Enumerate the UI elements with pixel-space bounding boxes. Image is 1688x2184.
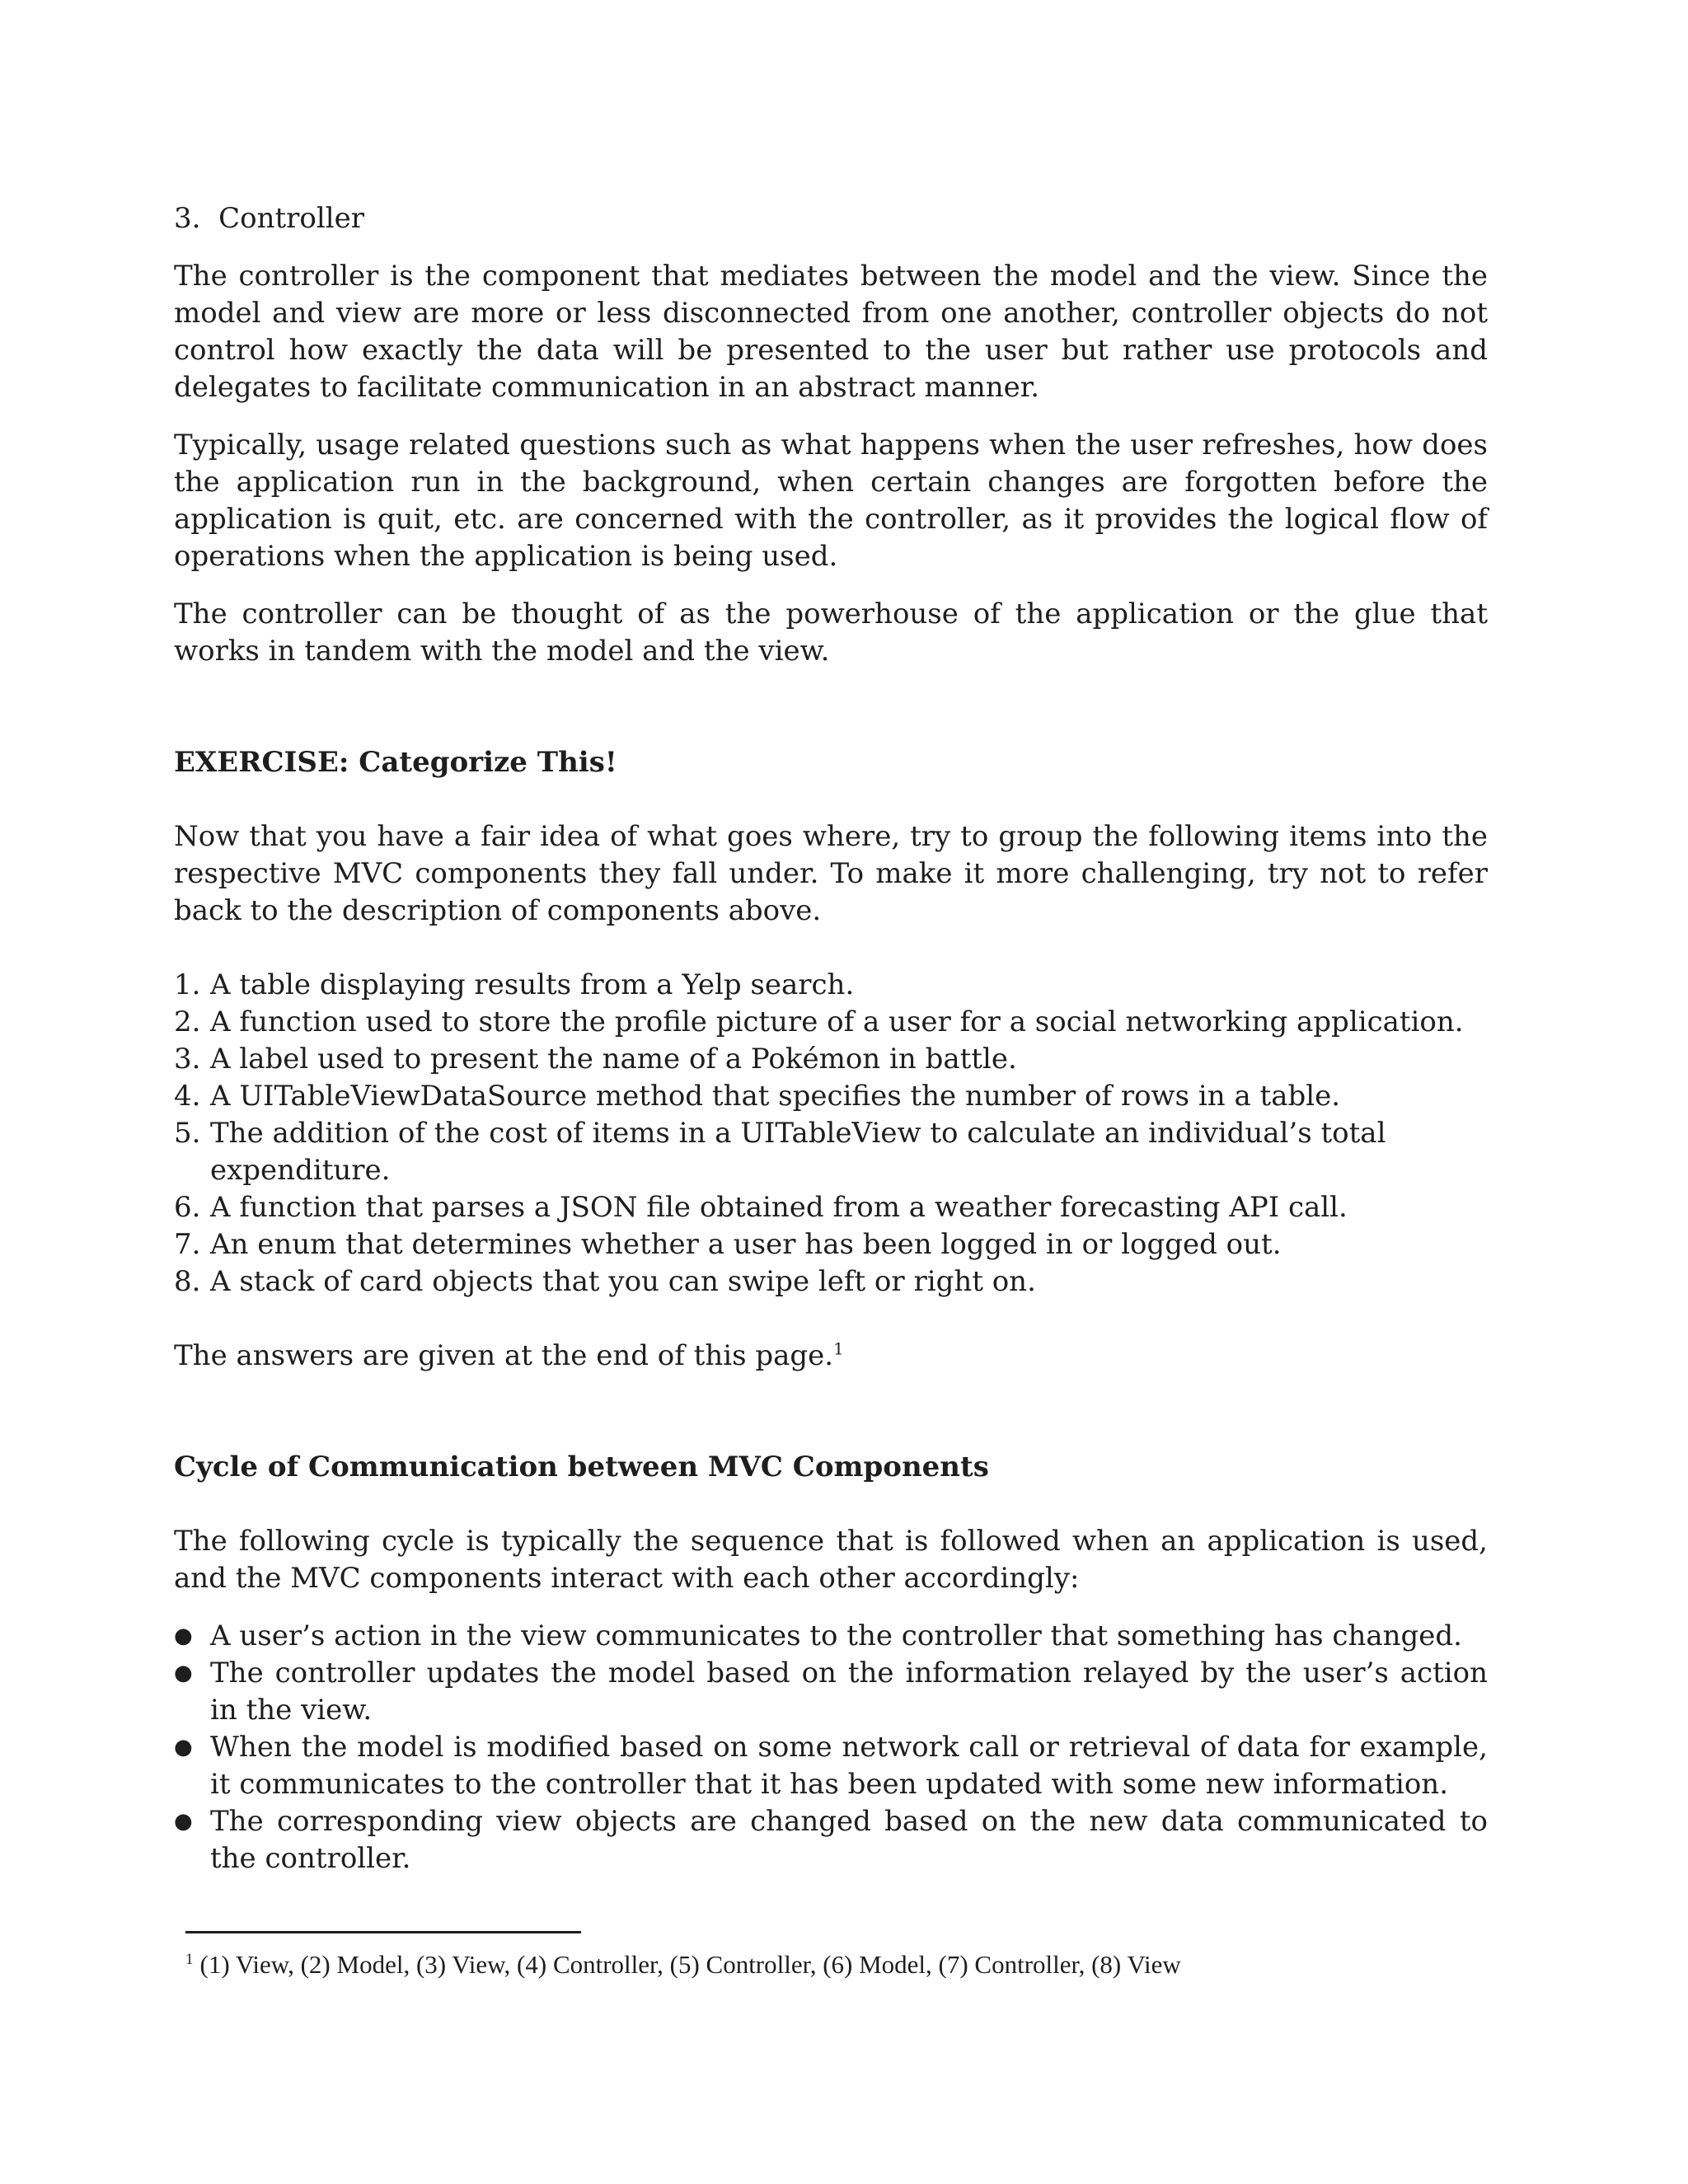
footnote-reference[interactable]: 1 [833,1338,844,1359]
cycle-heading: Cycle of Communication between MVC Components [174,1451,989,1483]
list-item [174,1226,1488,1263]
section-number: 3. [174,202,201,235]
footnote-divider [185,1931,581,1933]
list-item-text: A function used to store the profile picture of a user for a social networking application. [210,1005,1464,1038]
bullet-text: The corresponding view objects are changed based on the new data communicated to the controller. [210,1805,1488,1875]
list-item [174,1655,1488,1729]
answers-note [174,1338,1488,1375]
list-item-number: 3. [174,1043,201,1076]
list-item-text: A function that parses a JSON file obtained from a weather forecasting API call. [210,1191,1348,1224]
section-heading [174,200,1488,237]
page-content [174,200,1488,1877]
list-item-text: A stack of card objects that you can swipe left or right on. [210,1265,1036,1298]
list-item-number: 5. [174,1117,201,1150]
exercise-list [174,967,1488,1301]
list-item [174,967,1488,1004]
cycle-bullet-list [174,1618,1488,1877]
list-item [174,1618,1488,1655]
bullet-text: When the model is modified based on some network call or retrieval of data for example, it communicates to the controller that it has been updated with some new information. [210,1731,1488,1801]
list-item-number: 8. [174,1265,201,1298]
list-item-text: The addition of the cost of items in a UITableView to calculate an individual’s total expenditure. [210,1117,1386,1187]
exercise-intro: Now that you have a fair idea of what goes where, try to group the following items into the respective MVC components they fall under. To make it more challenging, try not to refer back to the description of components above. [174,820,1488,927]
list-item [174,1263,1488,1301]
bullet-text: A user’s action in the view communicates to the controller that something has changed. [210,1619,1462,1652]
list-item [174,1041,1488,1078]
list-item [174,1078,1488,1115]
footnote-text: (1) View, (2) Model, (3) View, (4) Controller, (5) Controller, (6) Model, (7) Controller, (8) View [199,1950,1181,1979]
bullet-icon: ● [174,1735,193,1760]
list-item-text: A table displaying results from a Yelp search. [210,968,855,1001]
list-item-number: 1. [174,968,201,1001]
bullet-text: The controller updates the model based on the information relayed by the user’s action in the view. [210,1657,1488,1727]
list-item-text: A label used to present the name of a Pokémon in battle. [210,1043,1017,1076]
bullet-icon: ● [174,1661,193,1685]
bullet-icon: ● [174,1624,193,1648]
list-item [174,1004,1488,1041]
list-item [174,1115,1488,1189]
answers-note-text: The answers are given at the end of this page. [174,1339,834,1372]
section-title: Controller [218,202,364,235]
list-item [174,1803,1488,1877]
controller-paragraph-1: The controller is the component that mediates between the model and the view. Since the model and view are more or less disconnected from one another, controller objects do not control how exactly the data will be presented to the user but rather use protocols and delegates to facilitate communication in an abstract manner. [174,260,1488,404]
footnote-marker: 1 [185,1950,194,1968]
list-item-text: An enum that determines whether a user has been logged in or logged out. [210,1228,1282,1261]
list-item [174,1729,1488,1803]
list-item-number: 2. [174,1005,201,1038]
controller-paragraph-2: Typically, usage related questions such as what happens when the user refreshes, how does the application run in the background, when certain changes are forgotten before the application is quit, etc. are concerned with the controller, as it provides the logical flow of operations when the application is being used. [174,429,1488,573]
cycle-intro: The following cycle is typically the sequence that is followed when an application is used, and the MVC components interact with each other accordingly: [174,1525,1488,1595]
controller-paragraph-3: The controller can be thought of as the powerhouse of the application or the glue that works in tandem with the model and the view. [174,598,1488,668]
list-item-number: 7. [174,1228,201,1261]
list-item-text: A UITableViewDataSource method that specifies the number of rows in a table. [210,1080,1341,1113]
list-item-number: 4. [174,1080,201,1113]
list-item [174,1189,1488,1226]
exercise-heading: EXERCISE: Categorize This! [174,746,617,779]
list-item-number: 6. [174,1191,201,1224]
footnote [185,1948,1488,1981]
bullet-icon: ● [174,1809,193,1834]
